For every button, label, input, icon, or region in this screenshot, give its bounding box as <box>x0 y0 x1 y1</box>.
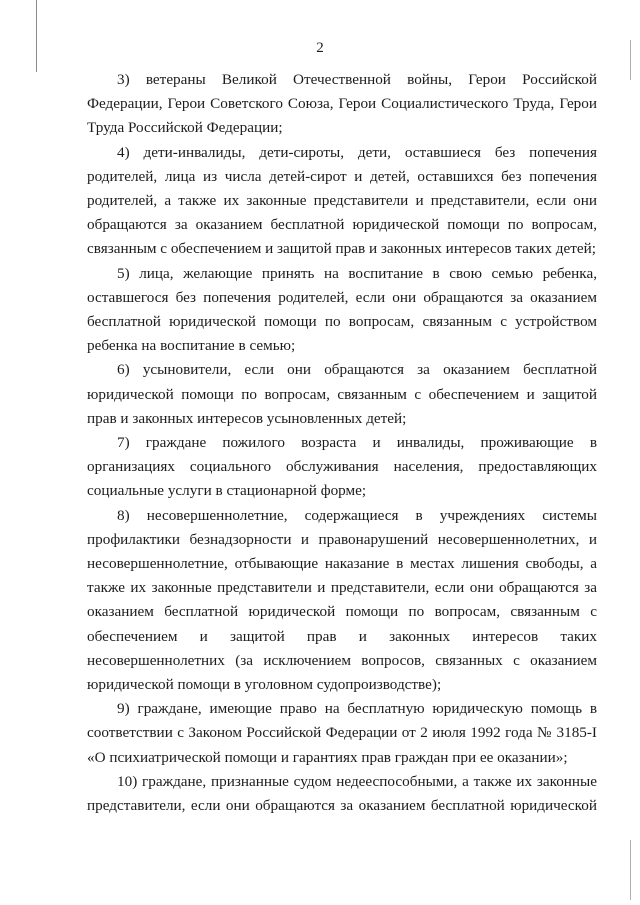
document-body <box>87 68 597 818</box>
page-number: 2 <box>316 40 324 56</box>
paragraph-item-7: 7) граждане пожилого возраста и инвалиды, проживающие в организациях социального обслуживания населения, предоставляющих социальные услуги в стационарной форме; <box>87 434 597 500</box>
scan-edge-bottom-right <box>630 840 631 900</box>
paragraph-item-10: 10) граждане, признанные судом недееспособными, а также их законные представители, если они обращаются за оказанием бесплатной юридической <box>87 772 597 815</box>
paragraph-item-4: 4) дети-инвалиды, дети-сироты, дети, оставшиеся без попечения родителей, лица из числа детей-сирот и детей, оставшихся без попечения родителей, а также их законные представители и представители, если они обращаются за оказанием бесплатной юридической помощи по вопросам, связанным с обеспечением и защитой прав и законных интересов таких детей; <box>87 143 597 258</box>
scan-edge-left <box>36 0 37 72</box>
paragraph-item-5: 5) лица, желающие принять на воспитание в свою семью ребенка, оставшегося без попечения родителей, если они обращаются за оказанием бесплатной юридической помощи по вопросам, связанным с устройством ребенка на воспитание в семью; <box>87 264 597 355</box>
paragraph-item-6: 6) усыновители, если они обращаются за оказанием бесплатной юридической помощи по вопросам, связанным с обеспечением и защитой прав и законных интересов усыновленных детей; <box>87 361 597 427</box>
paragraph-item-3: 3) ветераны Великой Отечественной войны, Герои Российской Федерации, Герои Советского Союза, Герои Социалистического Труда, Герои Труда Российской Федерации; <box>87 71 597 137</box>
paragraph-item-8: 8) несовершеннолетние, содержащиеся в учреждениях системы профилактики безнадзорности и правонарушений несовершеннолетних, и несовершеннолетние, отбывающие наказание в местах лишения свободы, а также их законные представители и представители, если они обращаются за оказанием бесплатной юридической помощи по вопросам, связанным с обеспечением и защитой прав и законных интересов таких несовершеннолетних (за исключением вопросов, связанных с оказанием юридической помощи в уголовном судопроизводстве); <box>87 506 597 694</box>
paragraph-item-9: 9) граждане, имеющие право на бесплатную юридическую помощь в соответствии с Законом Российской Федерации от 2 июля 1992 года № 3185-I «О психиатрической помощи и гарантиях прав граждан при ее оказании»; <box>87 700 597 766</box>
